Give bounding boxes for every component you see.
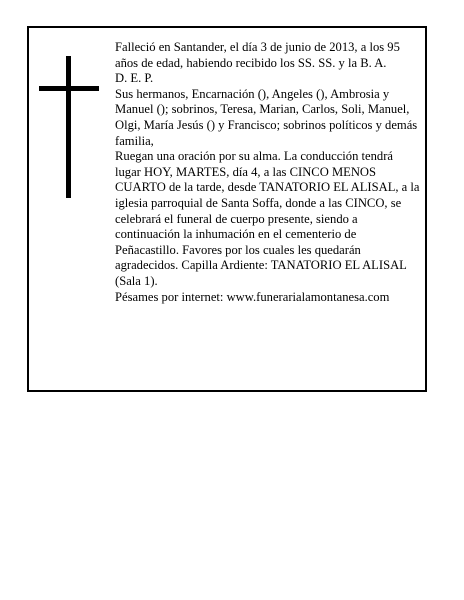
death-announcement: Falleció en Santander, el día 3 de junio de 2013, a los 95 años de edad, habiendo recibido los SS. SS. y la B. A. (115, 40, 400, 70)
cross-vertical-bar (66, 56, 71, 198)
cross-icon (39, 56, 99, 198)
obituary-notice (27, 26, 427, 392)
funeral-details: Ruegan una oración por su alma. La conducción tendrá lugar HOY, MARTES, día 4, a las CINCO MENOS CUARTO de la tarde, desde TANATORIO EL ALISAL, a la iglesia parroquial de Santa Soffa, donde a las CINCO, se celebrará el funeral de cuerpo presente, siendo a continuación la inhumación en el cementerio de Peñacastillo. Favores por los cuales les quedarán agradecidos. Capilla Ardiente: TANATORIO EL ALISAL (Sala 1). (115, 149, 420, 288)
rip-line: D. E. P. (115, 71, 154, 86)
family-members: Sus hermanos, Encarnación (), Angeles (), Ambrosia y Manuel (); sobrinos, Teresa, Marian, Carlos, Soli, Manuel, Olgi, María Jesús () y Francisco; sobrinos políticos y demás familia, (115, 86, 418, 148)
obituary-text (115, 40, 421, 305)
cross-horizontal-bar (39, 86, 99, 91)
condolences-website: Pésames por internet: www.funerarialamontanesa.com (115, 289, 390, 304)
